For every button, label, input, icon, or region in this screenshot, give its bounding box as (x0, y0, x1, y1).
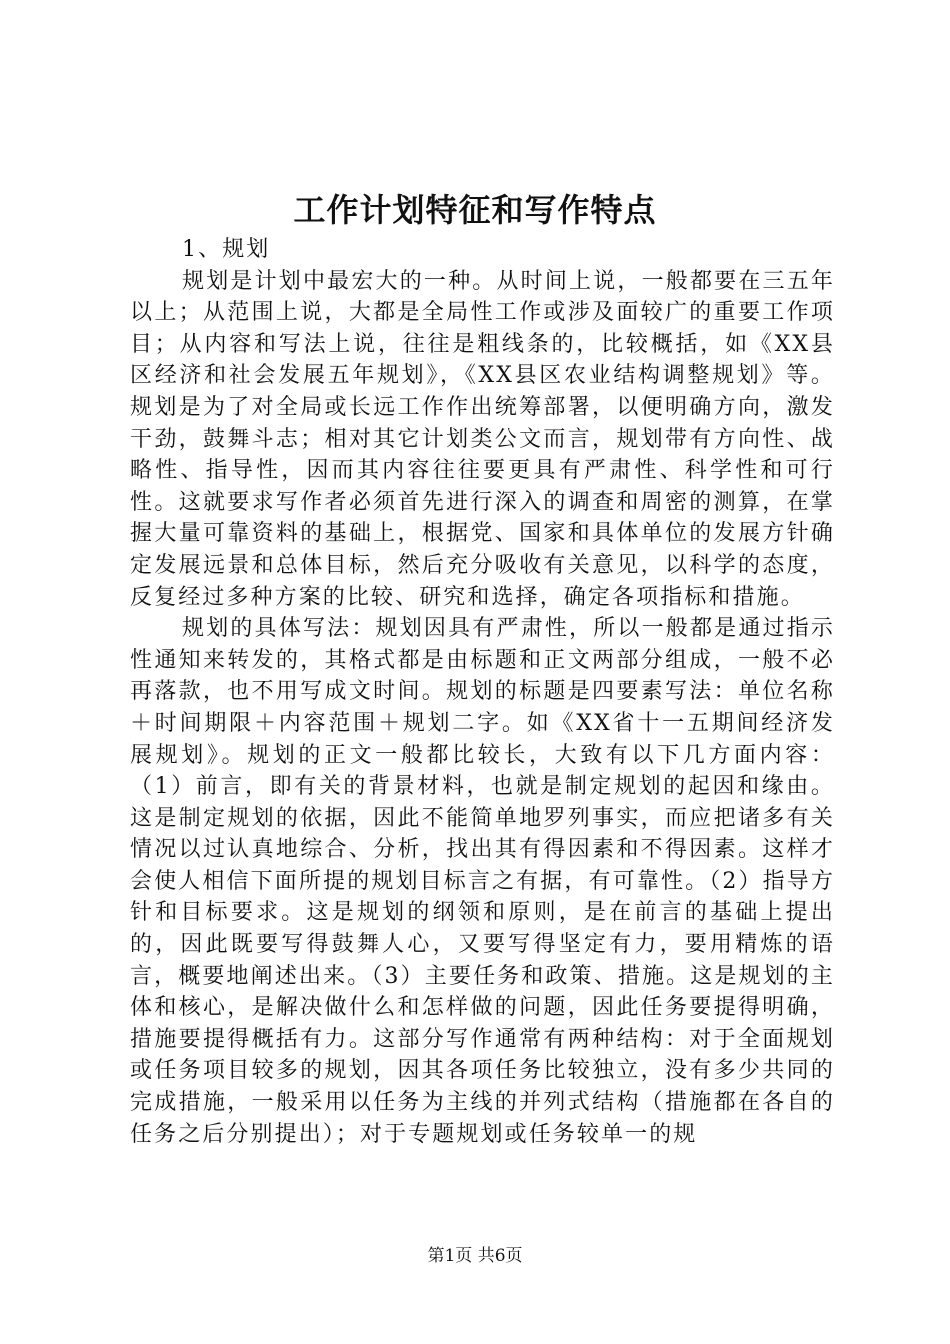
page-number: 第1页 共6页 (427, 1246, 523, 1266)
paragraph: 规划的具体写法：规划因具有严肃性，所以一般都是通过指示性通知来转发的，其格式都是由标题和正文两部分组成，一般不必再落款，也不用写成文时间。规划的标题是四要素写法：单位名称＋时间期限＋内容范围＋规划二字。如《XX省十一五期间经济发展规划》。规划的正文一般都比较长，大致有以下几方面内容：（1）前言，即有关的背景材料，也就是制定规划的起因和缘由。这是制定规划的依据，因此不能简单地罗列事实，而应把诸多有关情况以过认真地综合、分析，找出其有得因素和不得因素。这样才会使人相信下面所提的规划目标言之有据，有可靠性。（2）指导方针和目标要求。这是规划的纲领和原则，是在前言的基础上提出的，因此既要写得鼓舞人心，又要写得坚定有力，要用精炼的语言，概要地阐述出来。（3）主要任务和政策、措施。这是规划的主体和核心，是解决做什么和怎样做的问题，因此任务要提得明确，措施要提得概括有力。这部分写作通常有两种结构：对于全面规划或任务项目较多的规划，因其各项任务比较独立，没有多少共同的完成措施，一般采用以任务为主线的并列式结构（措施都在各自的任务之后分别提出）；对于专题规划或任务较单一的规 (130, 616, 835, 1147)
section-heading: 1、规划 (182, 237, 271, 262)
document-title: 工作计划特征和写作特点 (293, 191, 657, 229)
paragraph: 规划是计划中最宏大的一种。从时间上说，一般都要在三五年以上；从范围上说，大都是全局性工作或涉及面较广的重要工作项目；从内容和写法上说，往往是粗线条的，比较概括，如《XX县区经济和社会发展五年规划》，《XX县区农业结构调整规划》等。规划是为了对全局或长远工作作出统筹部署，以便明确方向，激发干劲，鼓舞斗志；相对其它计划类公文而言，规划带有方向性、战略性、指导性，因而其内容往往要更具有严肃性、科学性和可行性。这就要求写作者必须首先进行深入的调查和周密的测算，在掌握大量可靠资料的基础上，根据党、国家和具体单位的发展方针确定发展远景和总体目标，然后充分吸收有关意见，以科学的态度，反复经过多种方案的比较、研究和选择，确定各项指标和措施。 (130, 268, 835, 610)
document-body (130, 234, 835, 1150)
